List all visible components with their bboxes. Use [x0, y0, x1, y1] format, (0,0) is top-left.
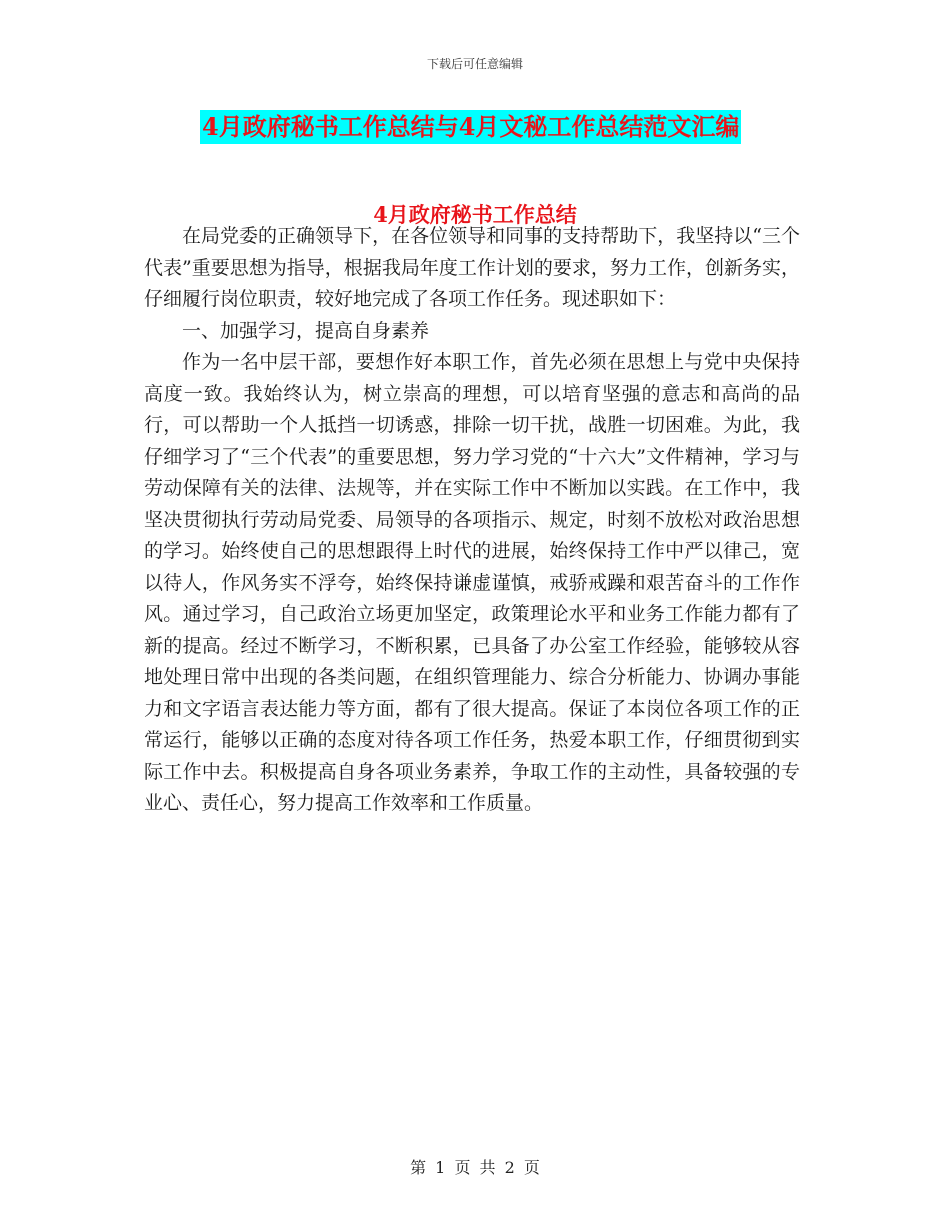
- page-header-note: 下载后可任意编辑: [426, 57, 523, 71]
- section-title: 4月政府秘书工作总结: [373, 202, 577, 227]
- page-number-footer: 第 1 页 共 2 页: [410, 1158, 540, 1177]
- document-body: [144, 221, 800, 820]
- paragraph-study: 作为一名中层干部，要想作好本职工作，首先必须在思想上与党中央保持高度一致。我始终认为，树立崇高的理想，可以培育坚强的意志和高尚的品行，可以帮助一个人抵挡一切诱惑，排除一切干扰，战胜一切困难。为此，我仔细学习了“三个代表”的重要思想，努力学习党的“十六大”文件精神，学习与劳动保障有关的法律、法规等，并在实际工作中不断加以实践。在工作中，我坚决贯彻执行劳动局党委、局领导的各项指示、规定，时刻不放松对政治思想的学习。始终使自己的思想跟得上时代的进展，始终保持工作中严以律己，宽以待人，作风务实不浮夸，始终保持谦虚谨慎，戒骄戒躁和艰苦奋斗的工作作风。通过学习，自己政治立场更加坚定，政策理论水平和业务工作能力都有了新的提高。经过不断学习，不断积累，已具备了办公室工作经验，能够较从容地处理日常中出现的各类问题，在组织管理能力、综合分析能力、协调办事能力和文字语言表达能力等方面，都有了很大提高。保证了本岗位各项工作的正常运行，能够以正确的态度对待各项工作任务，热爱本职工作，仔细贯彻到实际工作中去。积极提高自身各项业务素养，争取工作的主动性，具备较强的专业心、责任心，努力提高工作效率和工作质量。: [144, 351, 800, 814]
- paragraph-heading-1: 一、加强学习，提高自身素养: [182, 319, 430, 342]
- document-main-title: 4月政府秘书工作总结与4月文秘工作总结范文汇编: [200, 110, 741, 144]
- paragraph-intro: 在局党委的正确领导下，在各位领导和同事的支持帮助下，我坚持以“三个代表”重要思想为指导，根据我局年度工作计划的要求，努力工作，创新务实，仔细履行岗位职责，较好地完成了各项工作任务。现述职如下：: [144, 225, 800, 310]
